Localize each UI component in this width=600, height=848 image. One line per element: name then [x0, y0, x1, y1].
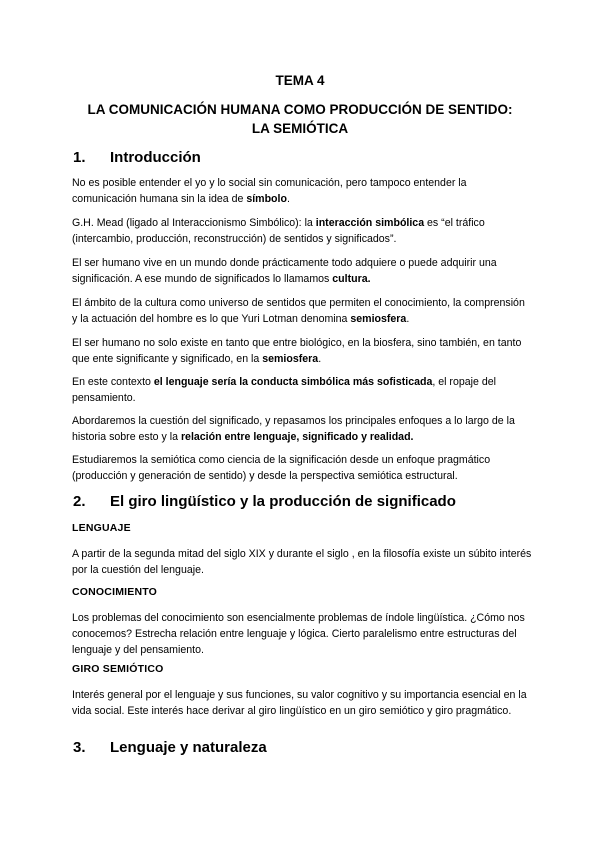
subheading-lenguaje: LENGUAJE — [72, 522, 131, 534]
section-heading-1 — [73, 148, 201, 168]
section-heading-2 — [73, 492, 456, 512]
section-title: Lenguaje y naturaleza — [110, 739, 267, 756]
intro-paragraph-8: Estudiaremos la semiótica como ciencia de la significación desde un enfoque pragmático (producción y generación de sentido) y desde la perspectiva semiótica estructural. — [72, 454, 491, 482]
tema-label: TEMA 4 — [275, 73, 325, 88]
intro-paragraph-1: No es posible entender el yo y lo social sin comunicación, pero tampoco entender la comunicación humana sin la idea de símbolo. — [72, 177, 467, 205]
section-title: El giro lingüístico y la producción de significado — [110, 493, 456, 510]
section-title: Introducción — [110, 149, 201, 166]
intro-paragraph-4: El ámbito de la cultura como universo de sentidos que permiten el conocimiento, la comprensión y la actuación del hombre es lo que Yuri Lotman denomina semiosfera. — [72, 297, 525, 325]
giro-semiotico-paragraph: Interés general por el lenguaje y sus funciones, su valor cognitivo y su importancia esencial en la vida social. Este interés hace derivar al giro lingüístico en un giro semiótico y giro pragmático. — [72, 689, 527, 717]
section-heading-3 — [73, 738, 267, 758]
section-number: 2. — [73, 493, 86, 510]
section-number: 3. — [73, 739, 86, 756]
section-number: 1. — [73, 149, 86, 166]
subheading-giro-semiotico: GIRO SEMIÓTICO — [72, 663, 164, 675]
intro-paragraph-2: G.H. Mead (ligado al Interaccionismo Simbólico): la interacción simbólica es “el tráfico (intercambio, producción, reconstrucción) de sentidos y significados”. — [72, 217, 485, 245]
lenguaje-paragraph: A partir de la segunda mitad del siglo XIX y durante el siglo , en la filosofía existe un súbito interés por la cuestión del lenguaje. — [72, 548, 532, 576]
title-line-1: LA COMUNICACIÓN HUMANA COMO PRODUCCIÓN DE SENTIDO: — [87, 102, 513, 117]
document-title — [60, 100, 540, 138]
title-line-2: LA SEMIÓTICA — [251, 121, 349, 136]
intro-paragraph-5: El ser humano no solo existe en tanto que entre biológico, en la biosfera, sino también, en tanto que ente significante y significado, en la semiosfera. — [72, 337, 522, 365]
intro-paragraph-3: El ser humano vive en un mundo donde prácticamente todo adquiere o puede adquirir una significación. A ese mundo de significados lo llamamos cultura. — [72, 257, 497, 285]
intro-paragraph-6: En este contexto el lenguaje sería la conducta simbólica más sofisticada, el ropaje del pensamiento. — [72, 376, 496, 404]
conocimiento-paragraph: Los problemas del conocimiento son esencialmente problemas de índole lingüística. ¿Cómo nos conocemos? Estrecha relación entre lenguaje y lógica. Cierto paralelismo entre estructuras del lenguaje y del pensamiento. — [72, 612, 525, 656]
subheading-conocimiento: CONOCIMIENTO — [72, 586, 158, 598]
intro-paragraph-7: Abordaremos la cuestión del significado, y repasamos los principales enfoques a lo largo de la historia sobre esto y la relación entre lenguaje, significado y realidad. — [72, 415, 515, 443]
